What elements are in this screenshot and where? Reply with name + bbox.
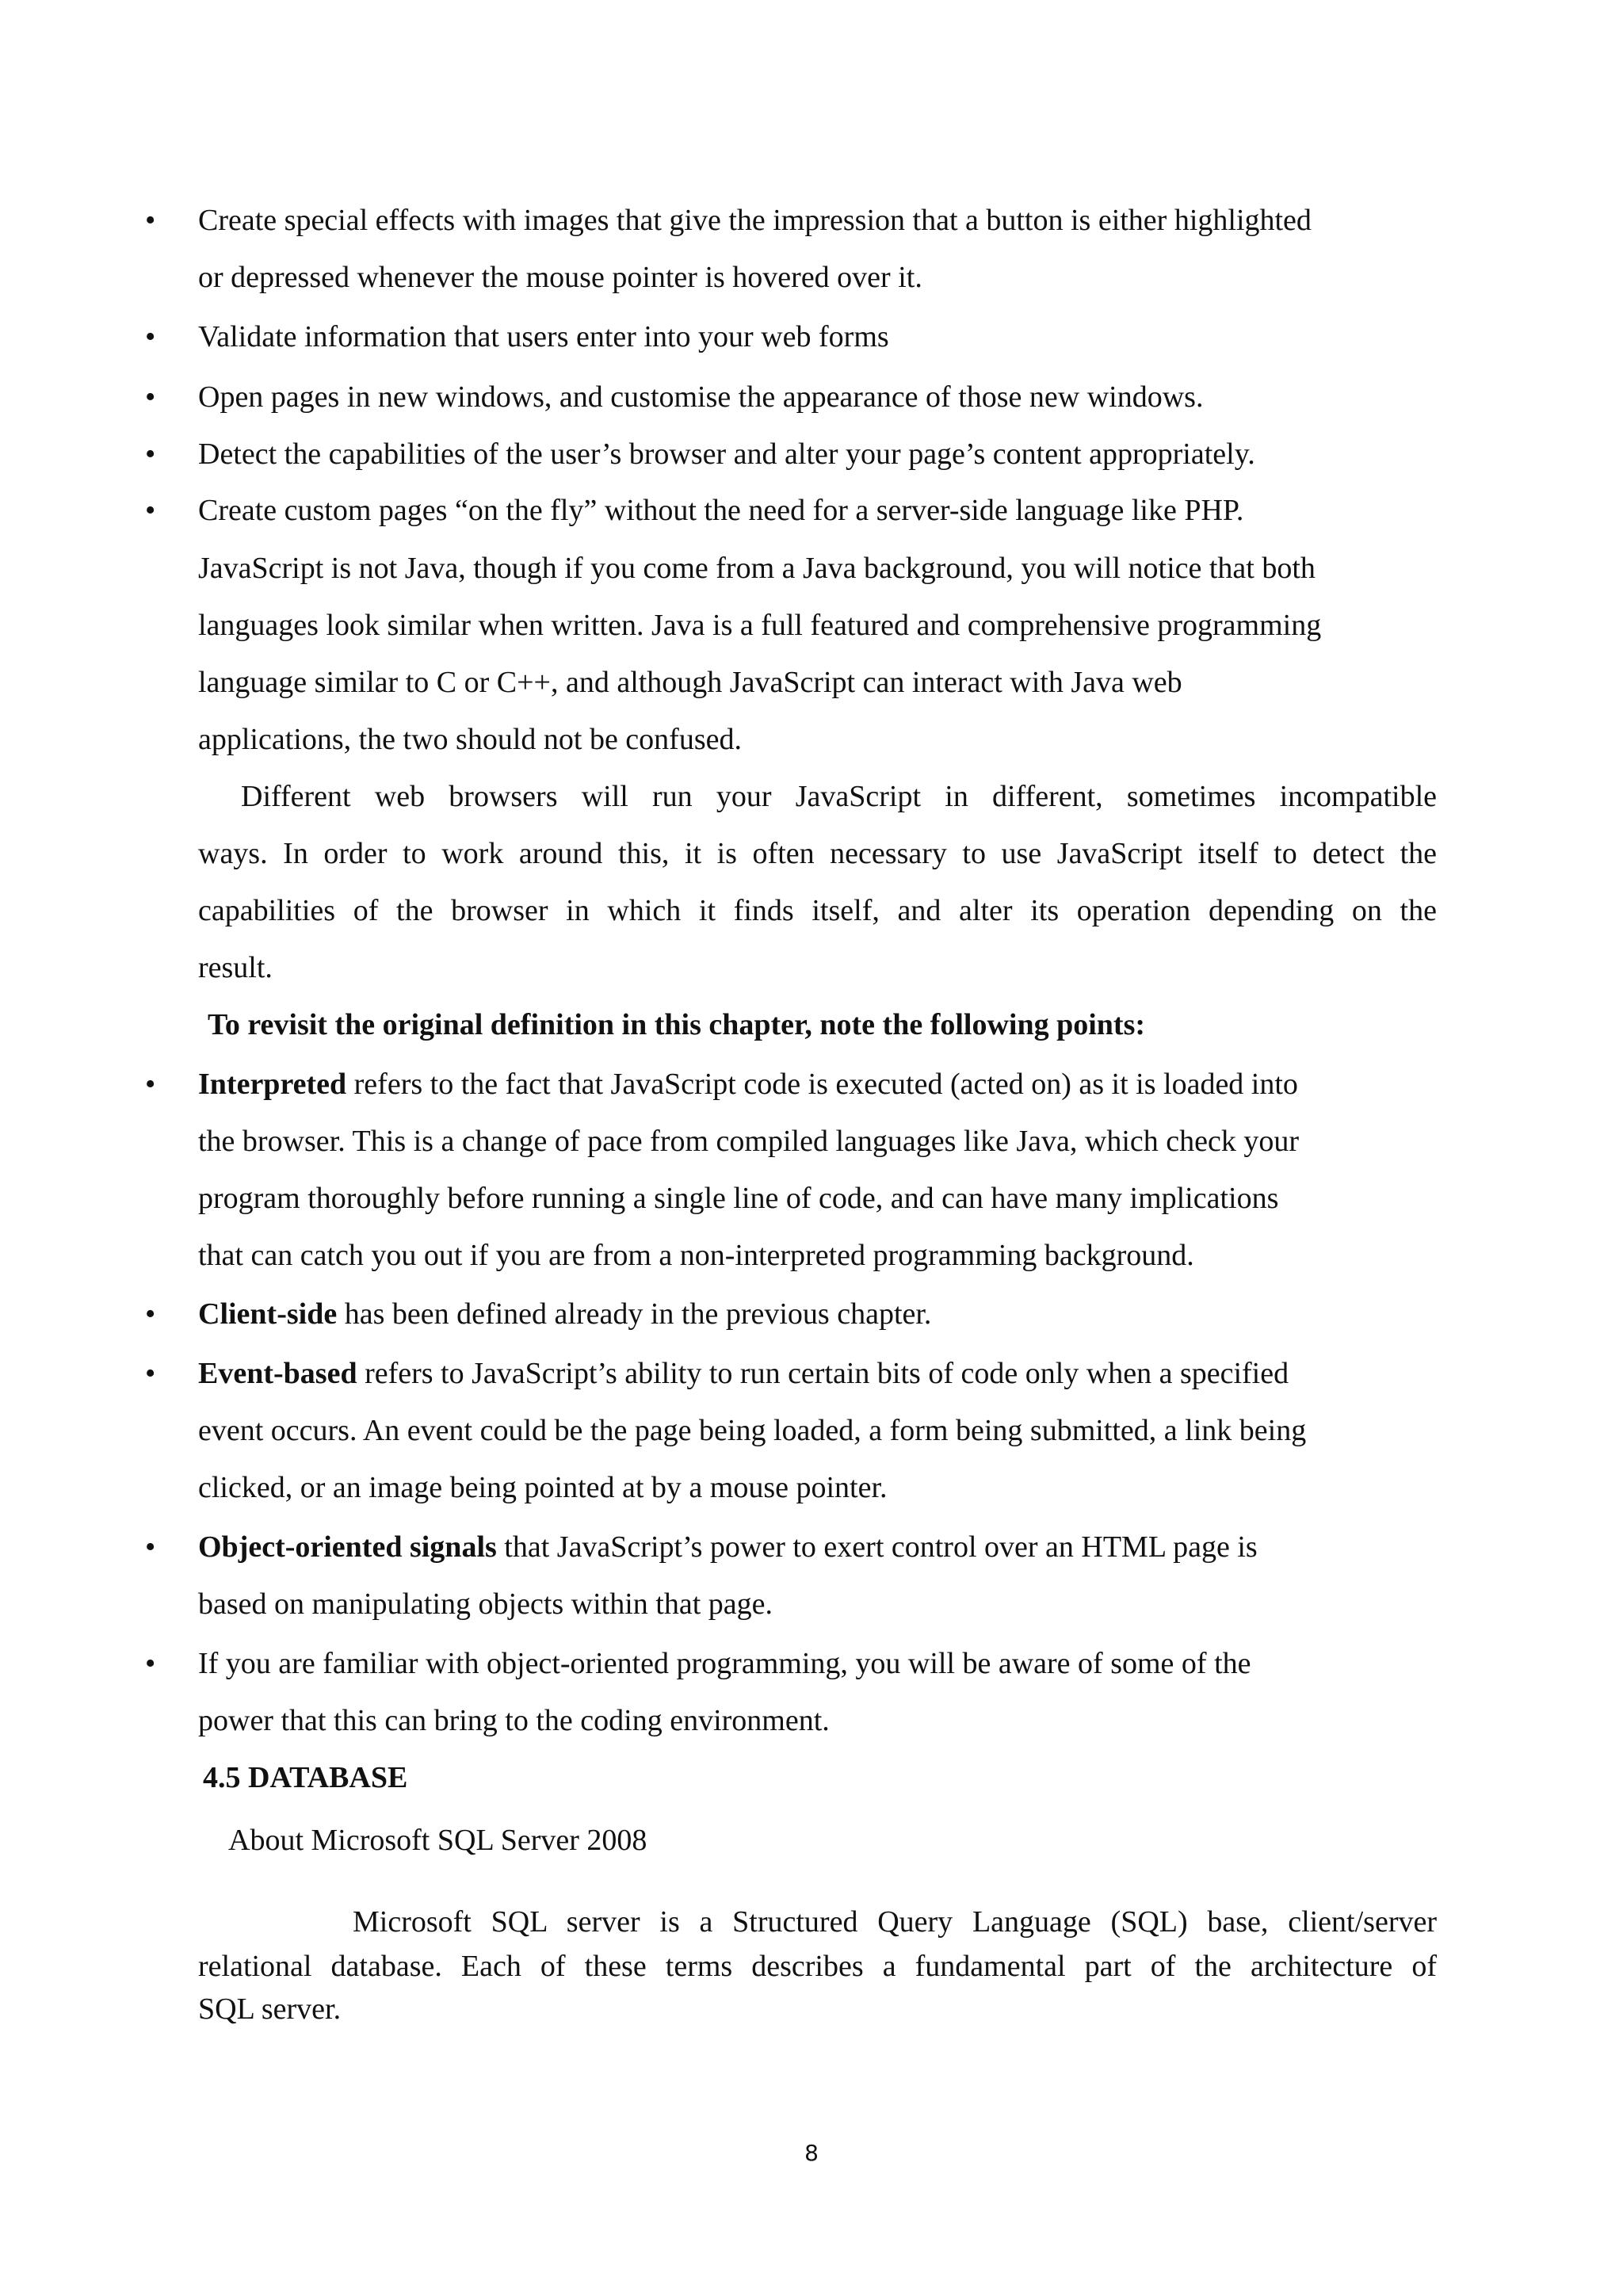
point-event-based-line-1 xyxy=(198,1345,1289,1402)
bullet-item-2: Validate information that users enter into your web forms xyxy=(198,320,889,353)
bullet-icon: • xyxy=(145,204,156,237)
browsers-para-line-1: Different web browsers will run your JavaScript in different, sometimes incompatible xyxy=(241,780,1437,813)
point-term: Object-oriented signals xyxy=(198,1530,497,1564)
point-interpreted-line-3: program thoroughly before running a single line of code, and can have many implications xyxy=(198,1182,1279,1215)
bullet-icon: • xyxy=(145,437,156,471)
point-text: refers to JavaScript’s ability to run certain bits of code only when a specified xyxy=(357,1357,1289,1390)
bullet-icon: • xyxy=(145,1357,156,1390)
bullet-icon: • xyxy=(145,1530,156,1564)
point-term: Client-side xyxy=(198,1297,338,1331)
section-heading: 4.5 DATABASE xyxy=(203,1761,408,1794)
java-para-line-1: JavaScript is not Java, though if you come from a Java background, you will notice that both xyxy=(198,552,1316,585)
point-interpreted-line-2: the browser. This is a change of pace from compiled languages like Java, which check your xyxy=(198,1125,1300,1158)
bullet-item-1-line-1: Create special effects with images that give the impression that a button is either highlighted xyxy=(198,204,1312,237)
bullet-item-4: Detect the capabilities of the user’s browser and alter your page’s content appropriately. xyxy=(198,437,1255,471)
point-familiar-line-2: power that this can bring to the coding environment. xyxy=(198,1704,830,1737)
bullet-item-3: Open pages in new windows, and customise the appearance of those new windows. xyxy=(198,380,1204,414)
point-interpreted-line-1 xyxy=(198,1056,1298,1113)
sql-para-line-2: relational database. Each of these terms describes a fundamental part of the architecture of xyxy=(198,1950,1437,1983)
browsers-para-line-2: ways. In order to work around this, it is often necessary to use JavaScript itself to detect the xyxy=(198,837,1437,870)
point-familiar-line-1: If you are familiar with object-oriented programming, you will be aware of some of the xyxy=(198,1647,1251,1680)
revisit-heading: To revisit the original definition in this chapter, note the following points: xyxy=(208,1008,1146,1041)
point-object-oriented-line-1 xyxy=(198,1519,1258,1576)
point-text: refers to the fact that JavaScript code is executed (acted on) as it is loaded into xyxy=(346,1068,1298,1101)
bullet-icon: • xyxy=(145,320,156,353)
point-text: that JavaScript’s power to exert control over an HTML page is xyxy=(496,1530,1258,1564)
sql-para-line-1: Microsoft SQL server is a Structured Query Language (SQL) base, client/server xyxy=(353,1905,1437,1939)
point-object-oriented-line-2: based on manipulating objects within that page. xyxy=(198,1587,773,1621)
java-para-line-2: languages look similar when written. Java is a full featured and comprehensive programming xyxy=(198,609,1322,642)
bullet-icon: • xyxy=(145,494,156,527)
sql-para-line-3: SQL server. xyxy=(198,1992,342,2026)
bullet-icon: • xyxy=(145,1068,156,1101)
subheading: About Microsoft SQL Server 2008 xyxy=(228,1824,647,1857)
java-para-line-4: applications, the two should not be confused. xyxy=(198,723,742,756)
bullet-item-1-line-2: or depressed whenever the mouse pointer is hovered over it. xyxy=(198,261,922,294)
point-text: has been defined already in the previous chapter. xyxy=(337,1297,932,1331)
point-term: Event-based xyxy=(198,1357,357,1390)
point-event-based-line-3: clicked, or an image being pointed at by a mouse pointer. xyxy=(198,1471,888,1504)
point-event-based-line-2: event occurs. An event could be the page being loaded, a form being submitted, a link being xyxy=(198,1414,1307,1447)
bullet-item-5: Create custom pages “on the fly” without the need for a server-side language like PHP. xyxy=(198,494,1244,527)
point-client-side xyxy=(198,1286,931,1343)
browsers-para-line-3: capabilities of the browser in which it finds itself, and alter its operation depending on the xyxy=(198,894,1437,927)
page-number: 8 xyxy=(804,2140,819,2166)
bullet-icon: • xyxy=(145,380,156,414)
point-interpreted-line-4: that can catch you out if you are from a non-interpreted programming background. xyxy=(198,1239,1194,1272)
bullet-icon: • xyxy=(145,1647,156,1680)
java-para-line-3: language similar to C or C++, and although JavaScript can interact with Java web xyxy=(198,666,1182,699)
point-term: Interpreted xyxy=(198,1068,347,1101)
bullet-icon: • xyxy=(145,1297,156,1331)
browsers-para-line-4: result. xyxy=(198,951,273,984)
